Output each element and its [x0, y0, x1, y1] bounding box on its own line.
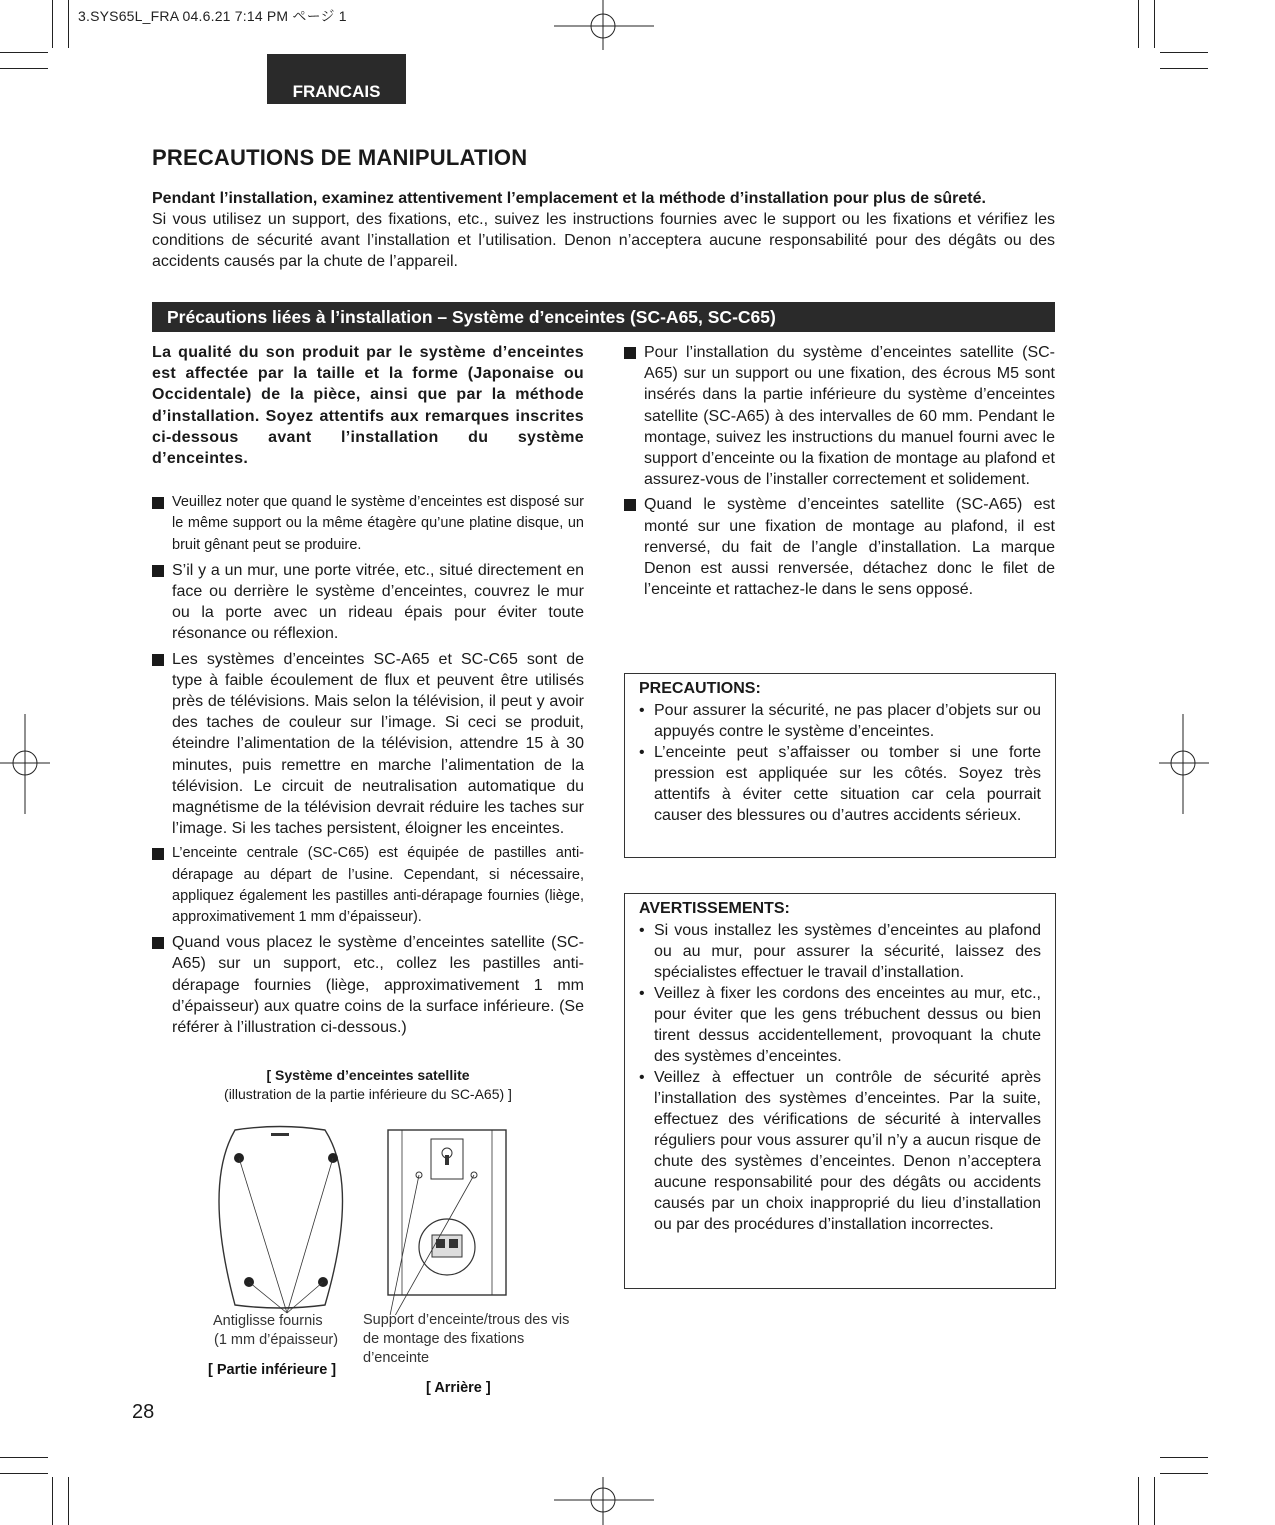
left-bullet-list — [152, 492, 584, 1038]
bullet-square-icon — [624, 499, 636, 511]
page-number: 28 — [132, 1401, 155, 1423]
list-item: L’enceinte centrale (SC-C65) est équipée de pastilles anti-dérapage au départ de l’usine. Cependant, si nécessaire, appliquez également les pastilles anti-dérapage fournies (liège, approximativement 1 mm d’épaisseur). — [152, 843, 584, 928]
page-title: PRECAUTIONS DE MANIPULATION — [152, 145, 528, 170]
warnings-title: AVERTISSEMENTS: — [639, 900, 790, 917]
registration-mark-bottom — [554, 1477, 654, 1525]
bullet-square-icon — [152, 654, 164, 666]
figure-subtitle: (illustration de la partie inférieure du SC-A65) ] — [224, 1086, 512, 1102]
registration-mark-right — [1159, 714, 1209, 814]
bullet-square-icon — [152, 497, 164, 509]
language-tab: FRANCAIS — [267, 54, 406, 104]
bullet-square-icon — [152, 937, 164, 949]
precautions-list — [639, 700, 1041, 826]
list-item: Quand le système d’enceintes satellite (SC-A65) est monté sur une fixation de montage au plafond, il est renversé, du fait de l’angle d’installation. La marque Denon est aussi renversée, détachez donc le filet de l’enceinte et rattachez-le dans le sens opposé. — [624, 494, 1055, 600]
list-item: • L’enceinte peut s’affaisser ou tomber si une forte pression est appliquée sur les côtés. Soyez très attentifs à éviter cette situation car cela pourrait causer des blessures ou d’autres accidents sérieux. — [639, 744, 1041, 824]
warnings-box — [624, 893, 1056, 1289]
bullet-square-icon — [624, 347, 636, 359]
section-heading: Précautions liées à l’installation – Système d’enceintes (SC-A65, SC-C65) — [152, 302, 1055, 332]
registration-mark-top — [554, 0, 654, 50]
precautions-title: PRECAUTIONS: — [639, 680, 761, 697]
list-item: S’il y a un mur, une porte vitrée, etc., situé directement en face ou derrière le système d’enceintes, couvrez le mur ou la porte avec un rideau épais pour éviter toute résonance ou réflexion. — [152, 560, 584, 645]
speaker-slot — [271, 1133, 289, 1136]
list-item: Quand vous placez le système d’enceintes satellite (SC-A65) sur un support, etc., collez les pastilles anti-dérapage fournies (liège, approximativement 1 mm d’épaisseur) aux quatre coins de la surface inférieure. (Se référer à l’illustration ci-dessous.) — [152, 932, 584, 1038]
left-column — [152, 342, 584, 1042]
bullet-square-icon — [152, 848, 164, 860]
caption-support: Support d’enceinte/trous des vis de montage des fixations d’enceinte — [363, 1312, 570, 1366]
intro-text: Si vous utilisez un support, des fixations, etc., suivez les instructions fournies avec le support ou les fixations et vérifiez les conditions de sécurité avant l’installation et l’utilisation. Denon n’acceptera aucune responsabilité pour des dégâts ou des accidents causés par la chute de l’appareil. — [152, 211, 1055, 270]
list-item: Veuillez noter que quand le système d’enceintes est disposé sur le même support ou la même étagère qu’une platine disque, un bruit gênant peut se produire. — [152, 492, 584, 556]
intro-bold: Pendant l’installation, examinez attentivement l’emplacement et la méthode d’installation pour plus de sûreté. — [152, 190, 986, 207]
list-item: Les systèmes d’enceintes SC-A65 et SC-C65 sont de type à faible écoulement de flux et peuvent être utilisés près de télévisions. Mais selon la télévision, il peut y avoir des taches de couleur sur l’image. Si ceci se produit, éteindre l’alimentation de la télévision, attendre 15 à 30 minutes, puis remettre en marche l’alimentation de la télévision. Le circuit de neutralisation automatique du magnétisme de la télévision devrait réduire les taches sur l’image. Si les taches persistent, éloigner les enceintes. — [152, 649, 584, 840]
warnings-list — [639, 920, 1041, 1235]
figure-title-main: [ Système d’enceintes satellite — [266, 1067, 470, 1083]
precautions-box — [624, 673, 1056, 858]
list-item: • Pour assurer la sécurité, ne pas placer d’objets sur ou appuyés contre le système d’enceintes. — [639, 702, 1041, 740]
list-item: • Veillez à effectuer un contrôle de sécurité après l’installation des systèmes d’enceintes. Par la suite, effectuez des vérifications de sécurité à intervalles réguliers pour vous assurer qu’il n’y a aucun risque de chute des systèmes d’enceintes. Denon n’acceptera aucune responsabilité pour des dégâts ou accidents causés par un choix inapproprié du lieu d’installation ou par des procédures d’installation incorrectes. — [639, 1069, 1041, 1233]
caption-pads: Antiglisse fournis (1 mm d’épaisseur) — [213, 1313, 339, 1348]
figure-title — [180, 1066, 556, 1104]
bullet-square-icon — [152, 565, 164, 577]
right-bullet-list — [624, 342, 1055, 600]
right-column — [624, 342, 1055, 604]
list-item: • Si vous installez les systèmes d’enceintes au plafond ou au mur, pour assurer la sécurité, laissez des spécialistes effectuer le travail d’installation. — [639, 922, 1041, 981]
print-slug: 3.SYS65L_FRA 04.6.21 7:14 PM ページ 1 — [78, 8, 347, 24]
speaker-illustration — [215, 1125, 515, 1315]
caption-bottom-part: [ Partie inférieure ] — [208, 1362, 337, 1378]
intro-paragraph — [152, 188, 1055, 272]
registration-mark-left — [0, 714, 50, 814]
list-item: • Veillez à fixer les cordons des enceintes au mur, etc., pour éviter que les gens trébuchent dessus ou bien tirent dessus accidentellement, provoquant la chute des systèmes d’enceintes. — [639, 985, 1041, 1065]
caption-rear: [ Arrière ] — [426, 1380, 491, 1396]
lead-paragraph: La qualité du son produit par le système d’enceintes est affectée par la taille et la forme (Japonaise ou Occidentale) de la pièce, ainsi que par la méthode d’installation. Soyez attentifs aux remarques inscrites ci-dessous avant l’installation du système d’enceintes. — [152, 344, 584, 468]
list-item: Pour l’installation du système d’enceintes satellite (SC-A65) sur un support ou une fixation, des écrous M5 sont insérés dans la partie inférieure du système d’enceintes satellite (SC-A65) à des intervalles de 60 mm. Pendant le montage, suivez les instructions du manuel fourni avec le support d’enceinte ou la fixation de montage au plafond et assurez-vous de l’installer correctement et solidement. — [624, 342, 1055, 490]
